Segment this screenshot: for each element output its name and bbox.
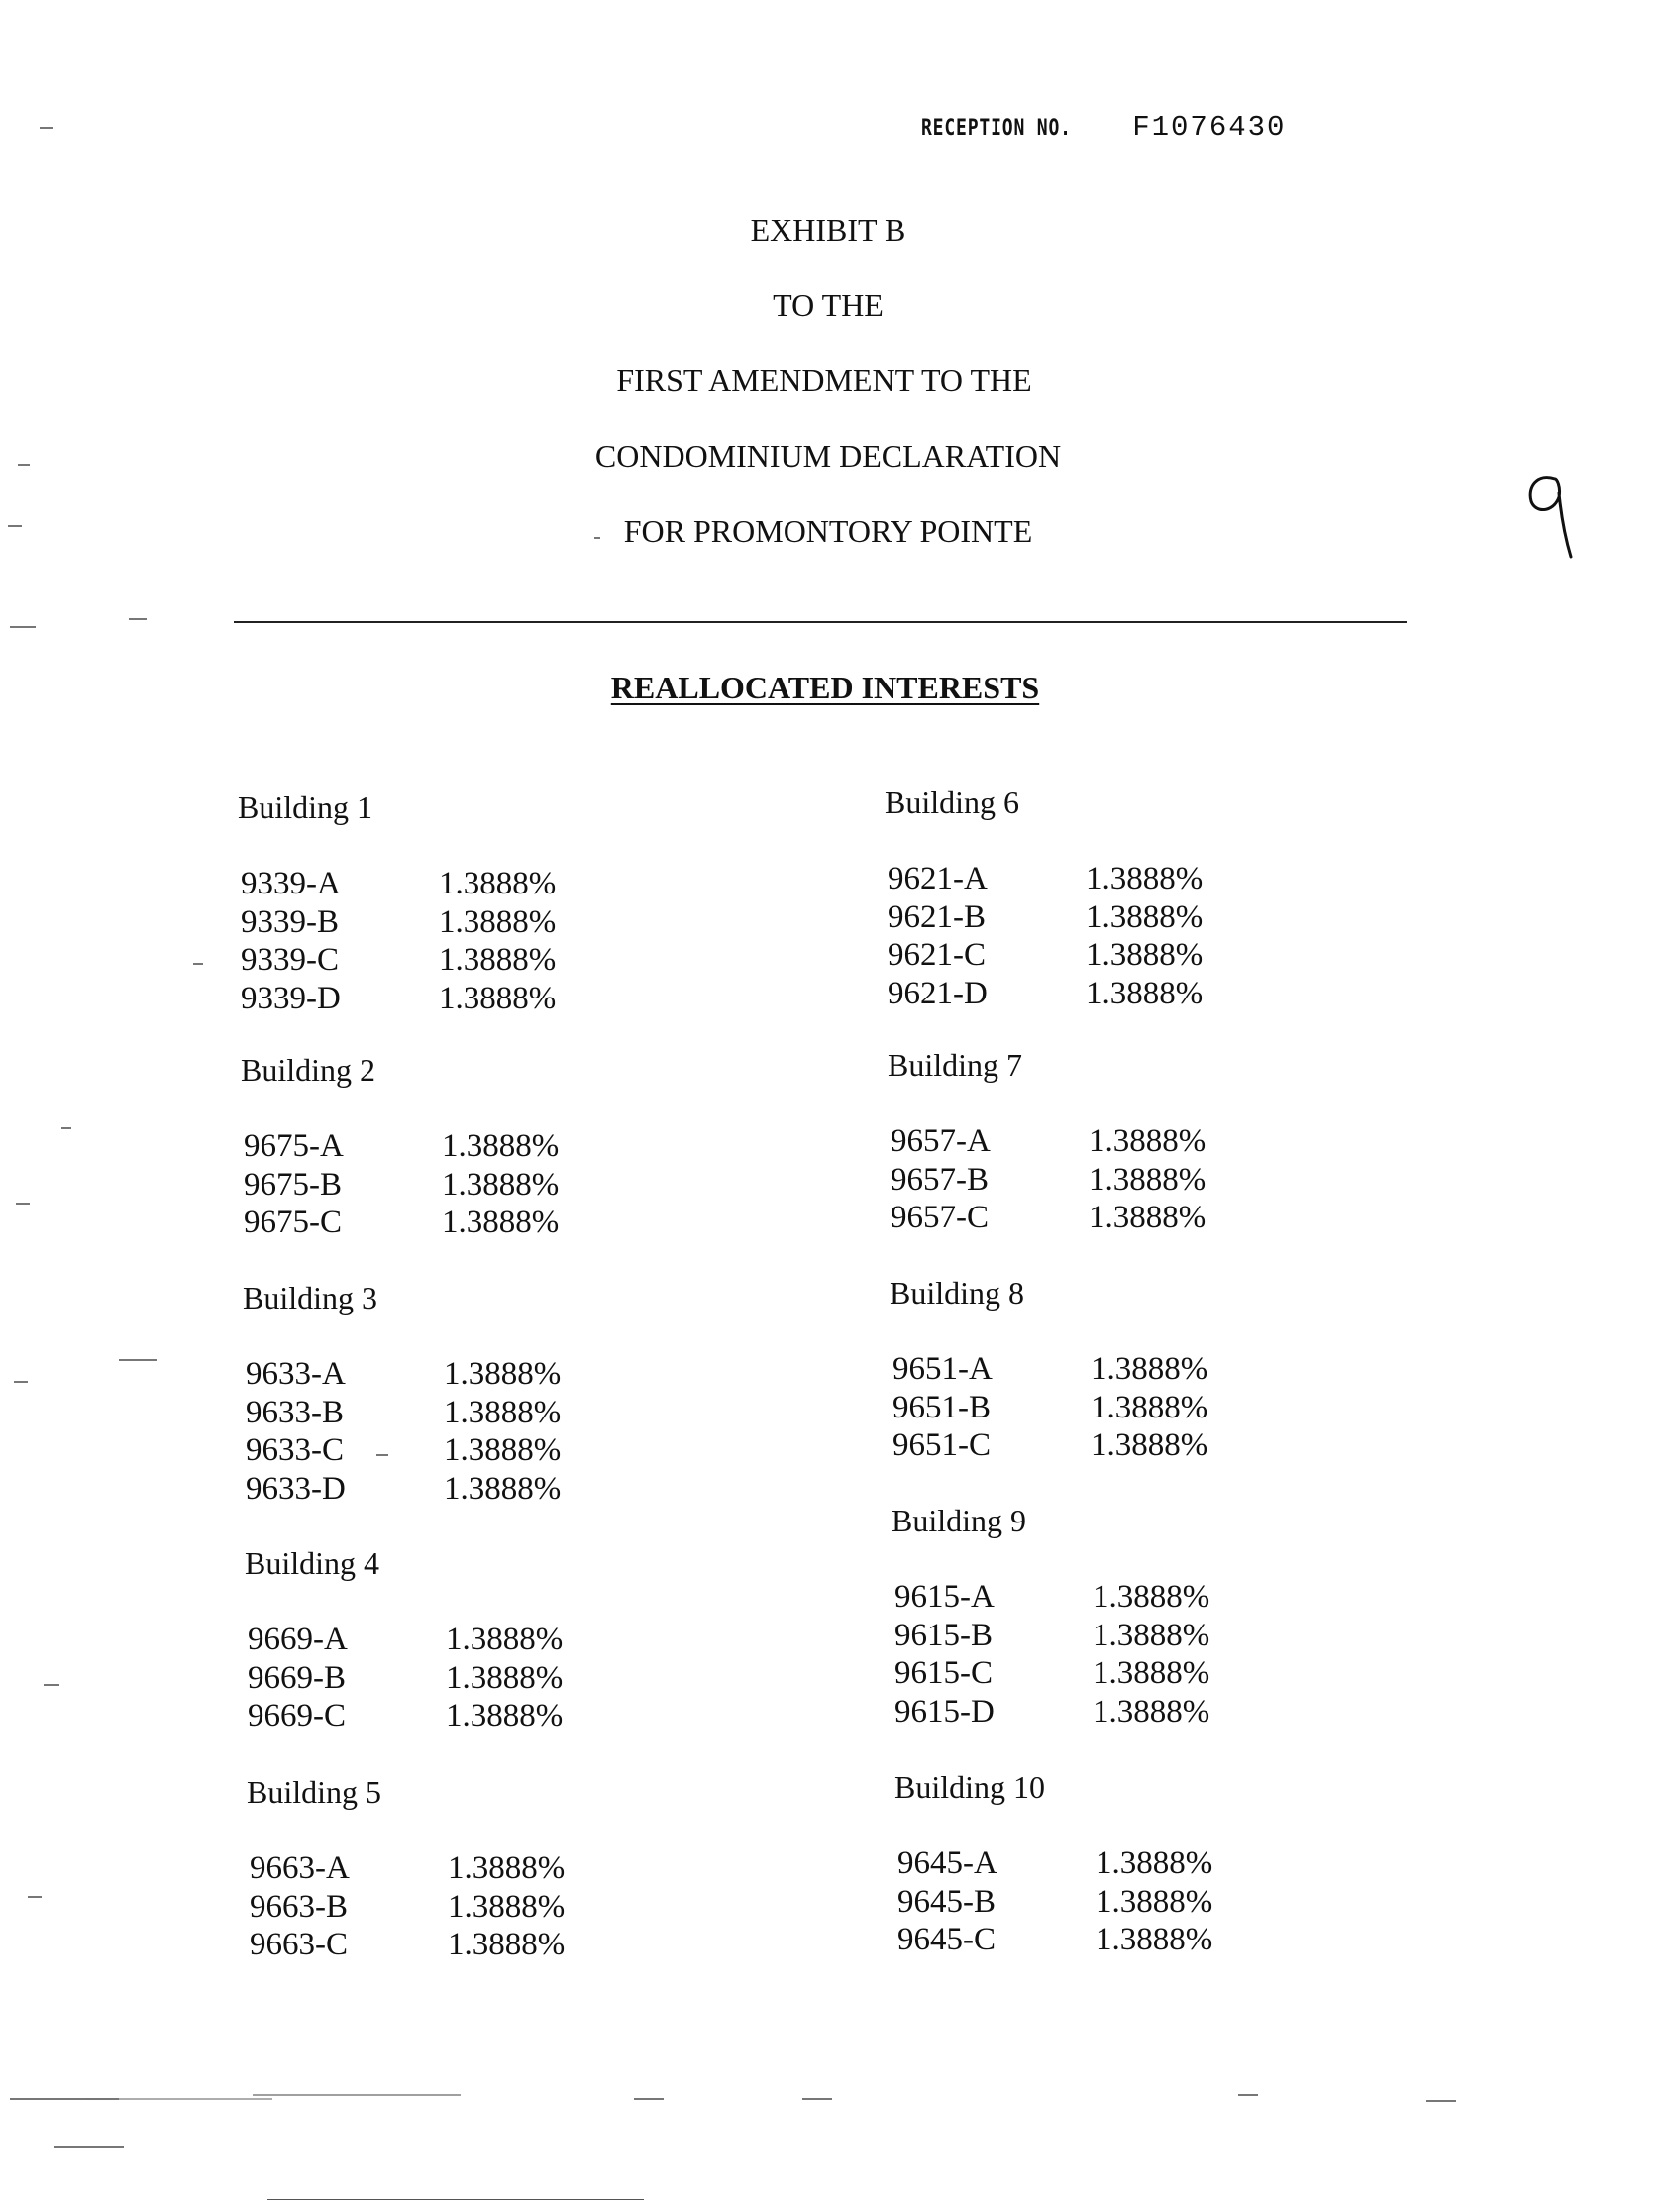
heading-first-amendment: FIRST AMENDMENT TO THE [616,363,1032,398]
scan-speck [14,1381,28,1383]
unit-percentage: 1.3888% [1086,861,1204,896]
unit-row [241,1166,795,1205]
unit-number: 9633-A [246,1356,346,1392]
building-name: Building 1 [238,789,373,825]
unit-percentage: 1.3888% [1091,1427,1208,1463]
unit-number: 9663-C [250,1927,348,1962]
unit-list [888,1122,1442,1237]
unit-row [890,1350,1444,1389]
unit-percentage: 1.3888% [1091,1389,1208,1425]
unit-number: 9669-A [248,1622,348,1657]
scan-speck [802,2098,832,2100]
handwritten-page-mark [1516,466,1585,565]
unit-number: 9633-B [246,1394,344,1430]
unit-percentage: 1.3888% [446,1622,564,1657]
unit-row [247,1849,801,1888]
unit-row [243,1394,797,1432]
unit-row [245,1697,799,1735]
unit-number: 9651-B [892,1389,991,1425]
building-name: Building 10 [894,1769,1046,1805]
unit-row [238,941,792,980]
unit-list [892,1578,1446,1731]
unit-row [247,1926,801,1964]
unit-row [894,1921,1449,1959]
unit-number: 9621-B [888,898,986,935]
unit-percentage: 1.3888% [439,866,557,901]
unit-row [245,1621,799,1659]
unit-number: 9651-A [892,1351,993,1387]
scan-speck [54,2146,124,2148]
unit-number: 9663-B [250,1888,348,1925]
unit-number: 9615-A [894,1579,995,1615]
unit-list [245,1621,799,1735]
unit-number: 9621-A [888,861,988,896]
building-block [892,1503,1446,1731]
scan-speck [8,525,22,527]
building-block [238,789,792,1017]
scan-speck [18,464,30,466]
unit-number: 9633-C [246,1432,344,1468]
unit-row [238,903,792,942]
unit-number: 9339-A [241,866,341,901]
unit-number: 9675-B [244,1166,342,1203]
unit-row [238,980,792,1018]
unit-list [894,1844,1449,1959]
unit-list [890,1350,1444,1465]
building-name: Building 5 [247,1774,382,1810]
unit-row [885,975,1439,1013]
building-name: Building 8 [890,1275,1025,1311]
scan-speck [119,1359,157,1361]
scan-speck [634,2098,664,2100]
unit-row [245,1659,799,1698]
unit-row [894,1844,1449,1883]
unit-list [238,865,792,1017]
unit-row [241,1204,795,1242]
unit-number: 9657-B [891,1161,989,1198]
unit-percentage: 1.3888% [444,1470,562,1507]
unit-number: 9669-C [248,1698,346,1733]
unit-row [238,865,792,903]
scan-speck [594,537,600,539]
exhibit-title: EXHIBIT B [750,212,906,248]
unit-percentage: 1.3888% [1089,1123,1207,1159]
unit-percentage: 1.3888% [448,1927,566,1962]
unit-row [892,1654,1446,1693]
scan-speck [193,963,203,965]
unit-percentage: 1.3888% [1089,1161,1207,1198]
scan-speck [253,2094,461,2096]
unit-percentage: 1.3888% [1093,1579,1210,1615]
building-name: Building 7 [888,1047,1023,1083]
building-block [885,785,1439,1012]
unit-row [247,1888,801,1927]
unit-row [892,1578,1446,1617]
unit-row [885,860,1439,898]
unit-row [890,1426,1444,1465]
unit-number: 9339-D [241,980,341,1016]
scan-speck [376,1454,388,1456]
building-block [247,1774,801,1964]
unit-percentage: 1.3888% [1091,1351,1208,1387]
unit-number: 9645-C [897,1922,996,1957]
unit-row [888,1161,1442,1200]
heading-property-name: FOR PROMONTORY POINTE [623,513,1033,549]
unit-row [243,1355,797,1394]
unit-percentage: 1.3888% [442,1205,560,1240]
building-name: Building 3 [243,1280,378,1315]
section-title-text: REALLOCATED INTERESTS [610,670,1040,705]
unit-percentage: 1.3888% [444,1394,562,1430]
unit-row [243,1431,797,1470]
unit-percentage: 1.3888% [446,1659,564,1696]
horizontal-rule [234,621,1407,623]
unit-percentage: 1.3888% [1086,937,1204,973]
building-block [245,1545,799,1735]
unit-number: 9621-D [888,975,988,1011]
unit-row [888,1199,1442,1237]
unit-number: 9657-A [891,1123,991,1159]
unit-number: 9633-D [246,1470,346,1507]
scan-speck [61,1127,71,1129]
unit-percentage: 1.3888% [448,1888,566,1925]
unit-list [885,860,1439,1012]
unit-number: 9675-A [244,1128,344,1164]
scan-speck [16,1203,30,1205]
unit-number: 9645-A [897,1845,998,1881]
unit-row [894,1883,1449,1922]
unit-percentage: 1.3888% [1093,1617,1210,1653]
unit-percentage: 1.3888% [1086,898,1204,935]
building-name: Building 2 [241,1052,376,1088]
unit-number: 9675-C [244,1205,342,1240]
building-name: Building 6 [885,785,1020,820]
building-name: Building 9 [892,1503,1027,1538]
unit-number: 9339-C [241,942,339,978]
building-block [241,1052,795,1242]
unit-percentage: 1.3888% [444,1356,562,1392]
unit-number: 9657-C [891,1200,989,1235]
unit-percentage: 1.3888% [442,1166,560,1203]
unit-percentage: 1.3888% [448,1850,566,1886]
reception-value: F1076430 [1132,111,1287,144]
unit-percentage: 1.3888% [439,980,557,1016]
bottom-scan-line [267,2199,644,2200]
unit-percentage: 1.3888% [1093,1655,1210,1691]
scan-speck [40,127,53,129]
unit-percentage: 1.3888% [1089,1200,1207,1235]
unit-percentage: 1.3888% [442,1128,560,1164]
unit-percentage: 1.3888% [1086,975,1204,1011]
unit-number: 9645-B [897,1883,996,1920]
unit-list [243,1355,797,1508]
scan-speck [129,618,147,620]
unit-row [892,1693,1446,1732]
unit-row [243,1470,797,1509]
unit-number: 9615-B [894,1617,993,1653]
unit-number: 9663-A [250,1850,350,1886]
building-block [888,1047,1442,1237]
building-name: Building 4 [245,1545,380,1581]
building-block [890,1275,1444,1465]
reception-label: RECEPTION NO. [921,116,1072,141]
unit-percentage: 1.3888% [444,1432,562,1468]
scan-speck [28,1896,42,1898]
unit-number: 9651-C [892,1427,991,1463]
scan-speck [10,626,36,628]
unit-number: 9615-C [894,1655,993,1691]
heading-to-the: TO THE [773,287,884,323]
unit-row [885,898,1439,937]
building-block [243,1280,797,1508]
unit-row [890,1389,1444,1427]
unit-list [241,1127,795,1242]
section-title [0,670,1680,706]
building-block [894,1769,1449,1959]
unit-percentage: 1.3888% [439,903,557,940]
unit-row [241,1127,795,1166]
unit-percentage: 1.3888% [1096,1922,1213,1957]
scan-speck [1238,2094,1258,2096]
unit-row [885,936,1439,975]
unit-number: 9669-B [248,1659,346,1696]
unit-number: 9615-D [894,1693,995,1730]
unit-row [888,1122,1442,1161]
unit-list [247,1849,801,1964]
scan-speck [84,2098,272,2100]
unit-number: 9621-C [888,937,986,973]
unit-percentage: 1.3888% [1096,1883,1213,1920]
unit-percentage: 1.3888% [439,942,557,978]
reception-number [921,111,1286,144]
scan-speck [44,1684,59,1686]
heading-condominium-declaration: CONDOMINIUM DECLARATION [594,438,1062,473]
unit-percentage: 1.3888% [1096,1845,1213,1881]
unit-number: 9339-B [241,903,339,940]
scan-speck [1426,2100,1456,2102]
unit-percentage: 1.3888% [1093,1693,1210,1730]
unit-row [892,1617,1446,1655]
unit-percentage: 1.3888% [446,1698,564,1733]
